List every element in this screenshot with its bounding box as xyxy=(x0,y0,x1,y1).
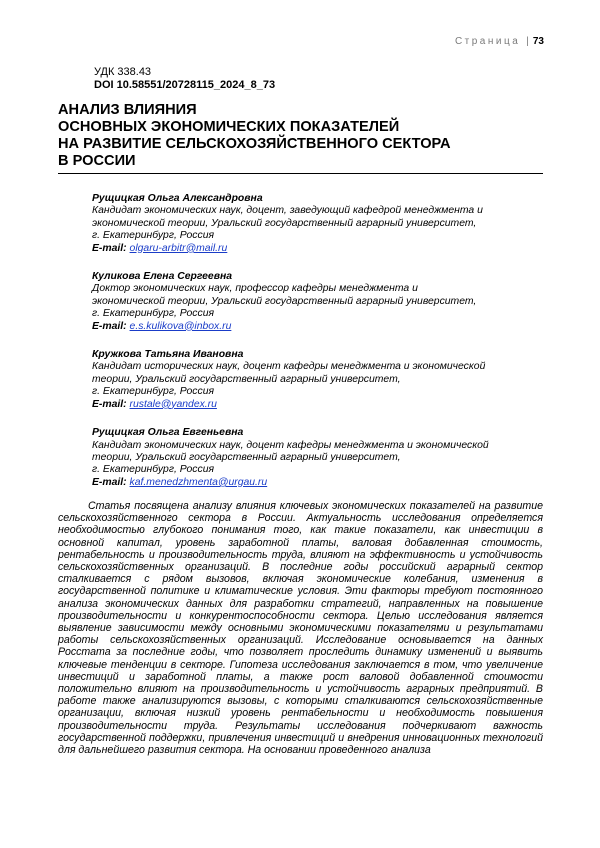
author-affiliation-line: г. Екатеринбург, Россия xyxy=(92,386,215,398)
author-name: Рущицкая Ольга Александровна xyxy=(92,193,263,204)
page-header xyxy=(455,36,544,47)
page-separator: | xyxy=(526,36,529,47)
author-entry xyxy=(92,427,542,489)
author-email-row xyxy=(92,477,542,489)
email-label: E-mail: xyxy=(92,398,127,410)
author-affiliation-line: Кандидат экономических наук, доцент, заведующий кафедрой менеджмента и xyxy=(92,205,483,217)
author-affiliation-line: г. Екатеринбург, Россия xyxy=(92,230,215,242)
author-affiliation-line: г. Екатеринбург, Россия xyxy=(92,308,215,320)
author-affiliation-line: Кандидат исторических наук, доцент кафедры менеджмента и экономической xyxy=(92,361,486,373)
author-name: Кружкова Татьяна Ивановна xyxy=(92,349,244,361)
author-affiliation-line: теории, Уральский государственный аграрный университет, xyxy=(92,373,401,385)
author-affiliation-line: г. Екатеринбург, Россия xyxy=(92,464,215,476)
title-line: В РОССИИ xyxy=(58,153,136,169)
author-affiliation-line: экономической теории, Уральский государственный аграрный университет, xyxy=(92,217,477,229)
author-entry xyxy=(92,193,542,255)
udk-code: УДК 338.43 xyxy=(94,66,152,78)
title-line: АНАЛИЗ ВЛИЯНИЯ xyxy=(58,102,197,118)
author-entry xyxy=(92,349,542,411)
author-email-link[interactable]: rustale@yandex.ru xyxy=(129,398,217,410)
author-name: Куликова Елена Сергеевна xyxy=(92,271,233,283)
author-entry xyxy=(92,271,542,333)
page-label: Страница xyxy=(454,36,521,47)
title-line: ОСНОВНЫХ ЭКОНОМИЧЕСКИХ ПОКАЗАТЕЛЕЙ xyxy=(58,119,400,135)
authors-list xyxy=(92,193,542,505)
author-email-link[interactable]: kaf.menedzhmenta@urgau.ru xyxy=(129,476,268,488)
article-meta xyxy=(94,66,275,92)
author-affiliation-line: Доктор экономических наук, профессор кафедры менеджмента и xyxy=(92,283,418,295)
author-email-row xyxy=(92,321,542,333)
page-number: 73 xyxy=(532,36,544,47)
author-affiliation-line: Кандидат экономических наук, доцент кафедры менеджмента и экономической xyxy=(92,439,489,451)
author-email-link[interactable]: e.s.kulikova@inbox.ru xyxy=(129,320,232,332)
doi: DOI 10.58551/20728115_2024_8_73 xyxy=(94,79,276,91)
email-label: E-mail: xyxy=(92,320,127,332)
author-email-row xyxy=(92,243,542,255)
abstract-text: Статья посвящена анализу влияния ключевых экономических показателей на развитие сельскохозяйственного сектора в России. Актуальность исследования определяется необходимостью глубокого понимания того, как такие показатели, как инвестиции в основной капитал, уровень заработной платы, валовая добавленная стоимость, рентабельность и производительность труда, влияют на эффективность и устойчивость сельскохозяйственных организаций. В последние годы российский аграрный сектор сталкивается с рядом вызовов, включая экономические колебания, изменения в государственной политике и климатические условия. Эти факторы требуют постоянного анализа экономических данных для разработки стратегий, направленных на повышение производительности и конкурентоспособности сектора. Целью исследования является выявление зависимости между основными экономическими показателями и результатами работы сельскохозяйственных организаций. Исследование основывается на данных Росстата за последние годы, что позволяет проследить динамику изменений и выявить ключевые тенденции в секторе. Гипотеза исследования заключается в том, что увеличение инвестиций и заработной платы, а также рост валовой добавленной стоимости положительно влияют на производительность и устойчивость аграрных предприятий. В работе также анализируются вызовы, с которыми сталкиваются сельскохозяйственные организации, включая низкий уровень рентабельности и необходимость повышения производительности труда. Результаты исследования подчеркивают важность государственной поддержки, привлечения инвестиций и внедрения инновационных технологий для дальнейшего развития сектора. На основании проведенного анализа xyxy=(58,500,543,757)
title-block xyxy=(58,102,543,174)
author-name: Рущицкая Ольга Евгеньевна xyxy=(92,427,244,439)
author-affiliation-line: теории, Уральский государственный аграрный университет, xyxy=(92,451,401,463)
author-email-row xyxy=(92,399,542,411)
email-label: E-mail: xyxy=(92,242,127,254)
article-title xyxy=(58,102,543,170)
author-affiliation-line: экономической теории, Уральский государственный аграрный университет, xyxy=(92,295,477,307)
title-line: НА РАЗВИТИЕ СЕЛЬСКОХОЗЯЙСТВЕННОГО СЕКТОРА xyxy=(58,136,451,152)
email-label: E-mail: xyxy=(92,476,127,488)
author-email-link[interactable]: olgaru-arbitr@mail.ru xyxy=(129,242,228,254)
title-divider xyxy=(58,173,543,174)
